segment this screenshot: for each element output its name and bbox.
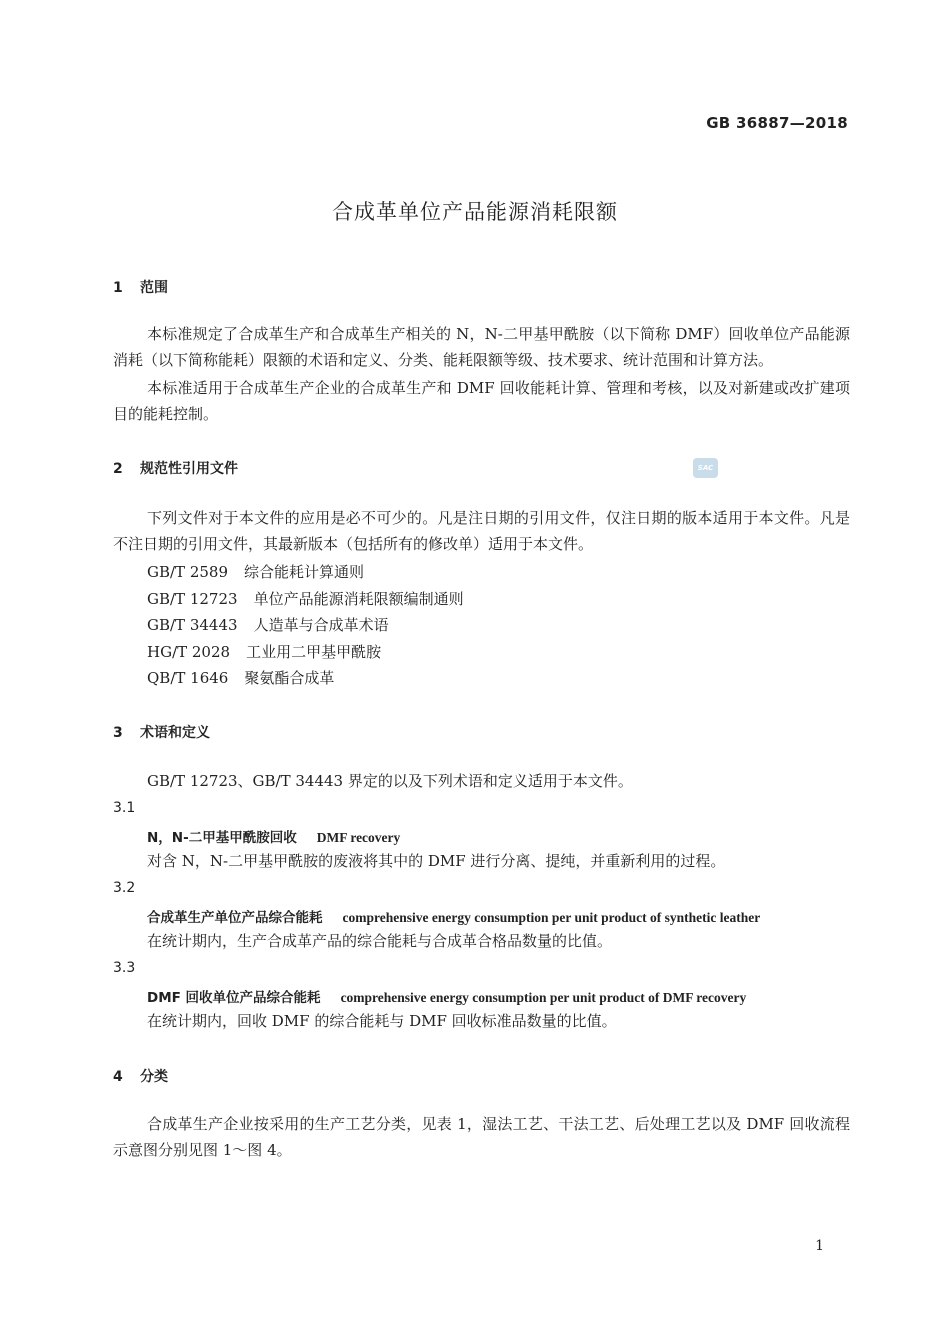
reference-item xyxy=(147,561,364,582)
term-heading xyxy=(147,826,400,846)
reference-code: GB/T 34443 xyxy=(147,616,238,634)
term-chinese: DMF 回收单位产品综合能耗 xyxy=(147,990,321,1006)
section-1-heading xyxy=(113,277,168,297)
term-number: 3.2 xyxy=(113,880,136,896)
reference-name: 人造革与合成革术语 xyxy=(253,616,389,634)
term-english: DMF recovery xyxy=(316,830,401,845)
reference-code: QB/T 1646 xyxy=(147,669,229,687)
reference-item xyxy=(147,614,389,635)
term-english: comprehensive energy consumption per unit product of DMF recovery xyxy=(340,990,747,1005)
document-title: 合成革单位产品能源消耗限额 xyxy=(332,200,618,224)
sac-watermark-logo: SAC xyxy=(693,458,718,478)
reference-name: 工业用二甲基甲酰胺 xyxy=(246,643,382,661)
term-number: 3.1 xyxy=(113,800,136,816)
section-title: 范围 xyxy=(140,280,168,296)
references-intro: 下列文件对于本文件的应用是必不可少的。凡是注日期的引用文件，仅注日期的版本适用于本文件。凡是不注日期的引用文件，其最新版本（包括所有的修改单）适用于本文件。 xyxy=(113,509,850,553)
term-heading xyxy=(147,906,760,926)
standard-number: GB 36887—2018 xyxy=(706,114,848,132)
section-number: 4 xyxy=(113,1069,123,1085)
terms-intro: GB/T 12723、GB/T 34443 界定的以及下列术语和定义适用于本文件。 xyxy=(147,772,633,790)
term-heading xyxy=(147,986,746,1006)
section-2-heading xyxy=(113,458,238,478)
section-3-heading xyxy=(113,722,210,742)
reference-code: GB/T 2589 xyxy=(147,563,229,581)
reference-name: 单位产品能源消耗限额编制通则 xyxy=(253,590,464,608)
reference-item xyxy=(147,667,334,688)
scope-paragraph-2: 本标准适用于合成革生产企业的合成革生产和 DMF 回收能耗计算、管理和考核，以及对新建或改扩建项目的能耗控制。 xyxy=(113,379,850,423)
term-definition: 对含 N，N-二甲基甲酰胺的废液将其中的 DMF 进行分离、提纯，并重新利用的过程。 xyxy=(147,852,726,870)
section-title: 规范性引用文件 xyxy=(140,461,238,477)
section-title: 术语和定义 xyxy=(140,725,210,741)
term-number: 3.3 xyxy=(113,960,136,976)
reference-item xyxy=(147,588,464,609)
term-english: comprehensive energy consumption per unit product of synthetic leather xyxy=(342,910,761,925)
section-number: 1 xyxy=(113,280,123,296)
reference-code: HG/T 2028 xyxy=(147,643,231,661)
classification-paragraph: 合成革生产企业按采用的生产工艺分类，见表 1，湿法工艺、干法工艺、后处理工艺以及 DMF 回收流程示意图分别见图 1～图 4。 xyxy=(113,1115,850,1159)
section-title: 分类 xyxy=(140,1069,168,1085)
section-4-heading xyxy=(113,1066,168,1086)
reference-name: 聚氨酯合成革 xyxy=(244,669,335,687)
term-definition: 在统计期内，回收 DMF 的综合能耗与 DMF 回收标准品数量的比值。 xyxy=(147,1012,617,1030)
reference-name: 综合能耗计算通则 xyxy=(244,563,365,581)
page-number: 1 xyxy=(815,1238,824,1254)
scope-paragraph-1: 本标准规定了合成革生产和合成革生产相关的 N，N-二甲基甲酰胺（以下简称 DMF）回收单位产品能源消耗（以下简称能耗）限额的术语和定义、分类、能耗限额等级、技术要求、统计范围和计算方法。 xyxy=(113,325,850,369)
section-number: 3 xyxy=(113,725,123,741)
term-chinese: 合成革生产单位产品综合能耗 xyxy=(147,910,323,926)
term-definition: 在统计期内，生产合成革产品的综合能耗与合成革合格品数量的比值。 xyxy=(147,932,613,950)
section-number: 2 xyxy=(113,461,123,477)
reference-code: GB/T 12723 xyxy=(147,590,238,608)
term-chinese: N，N-二甲基甲酰胺回收 xyxy=(147,830,297,846)
reference-item xyxy=(147,641,381,662)
